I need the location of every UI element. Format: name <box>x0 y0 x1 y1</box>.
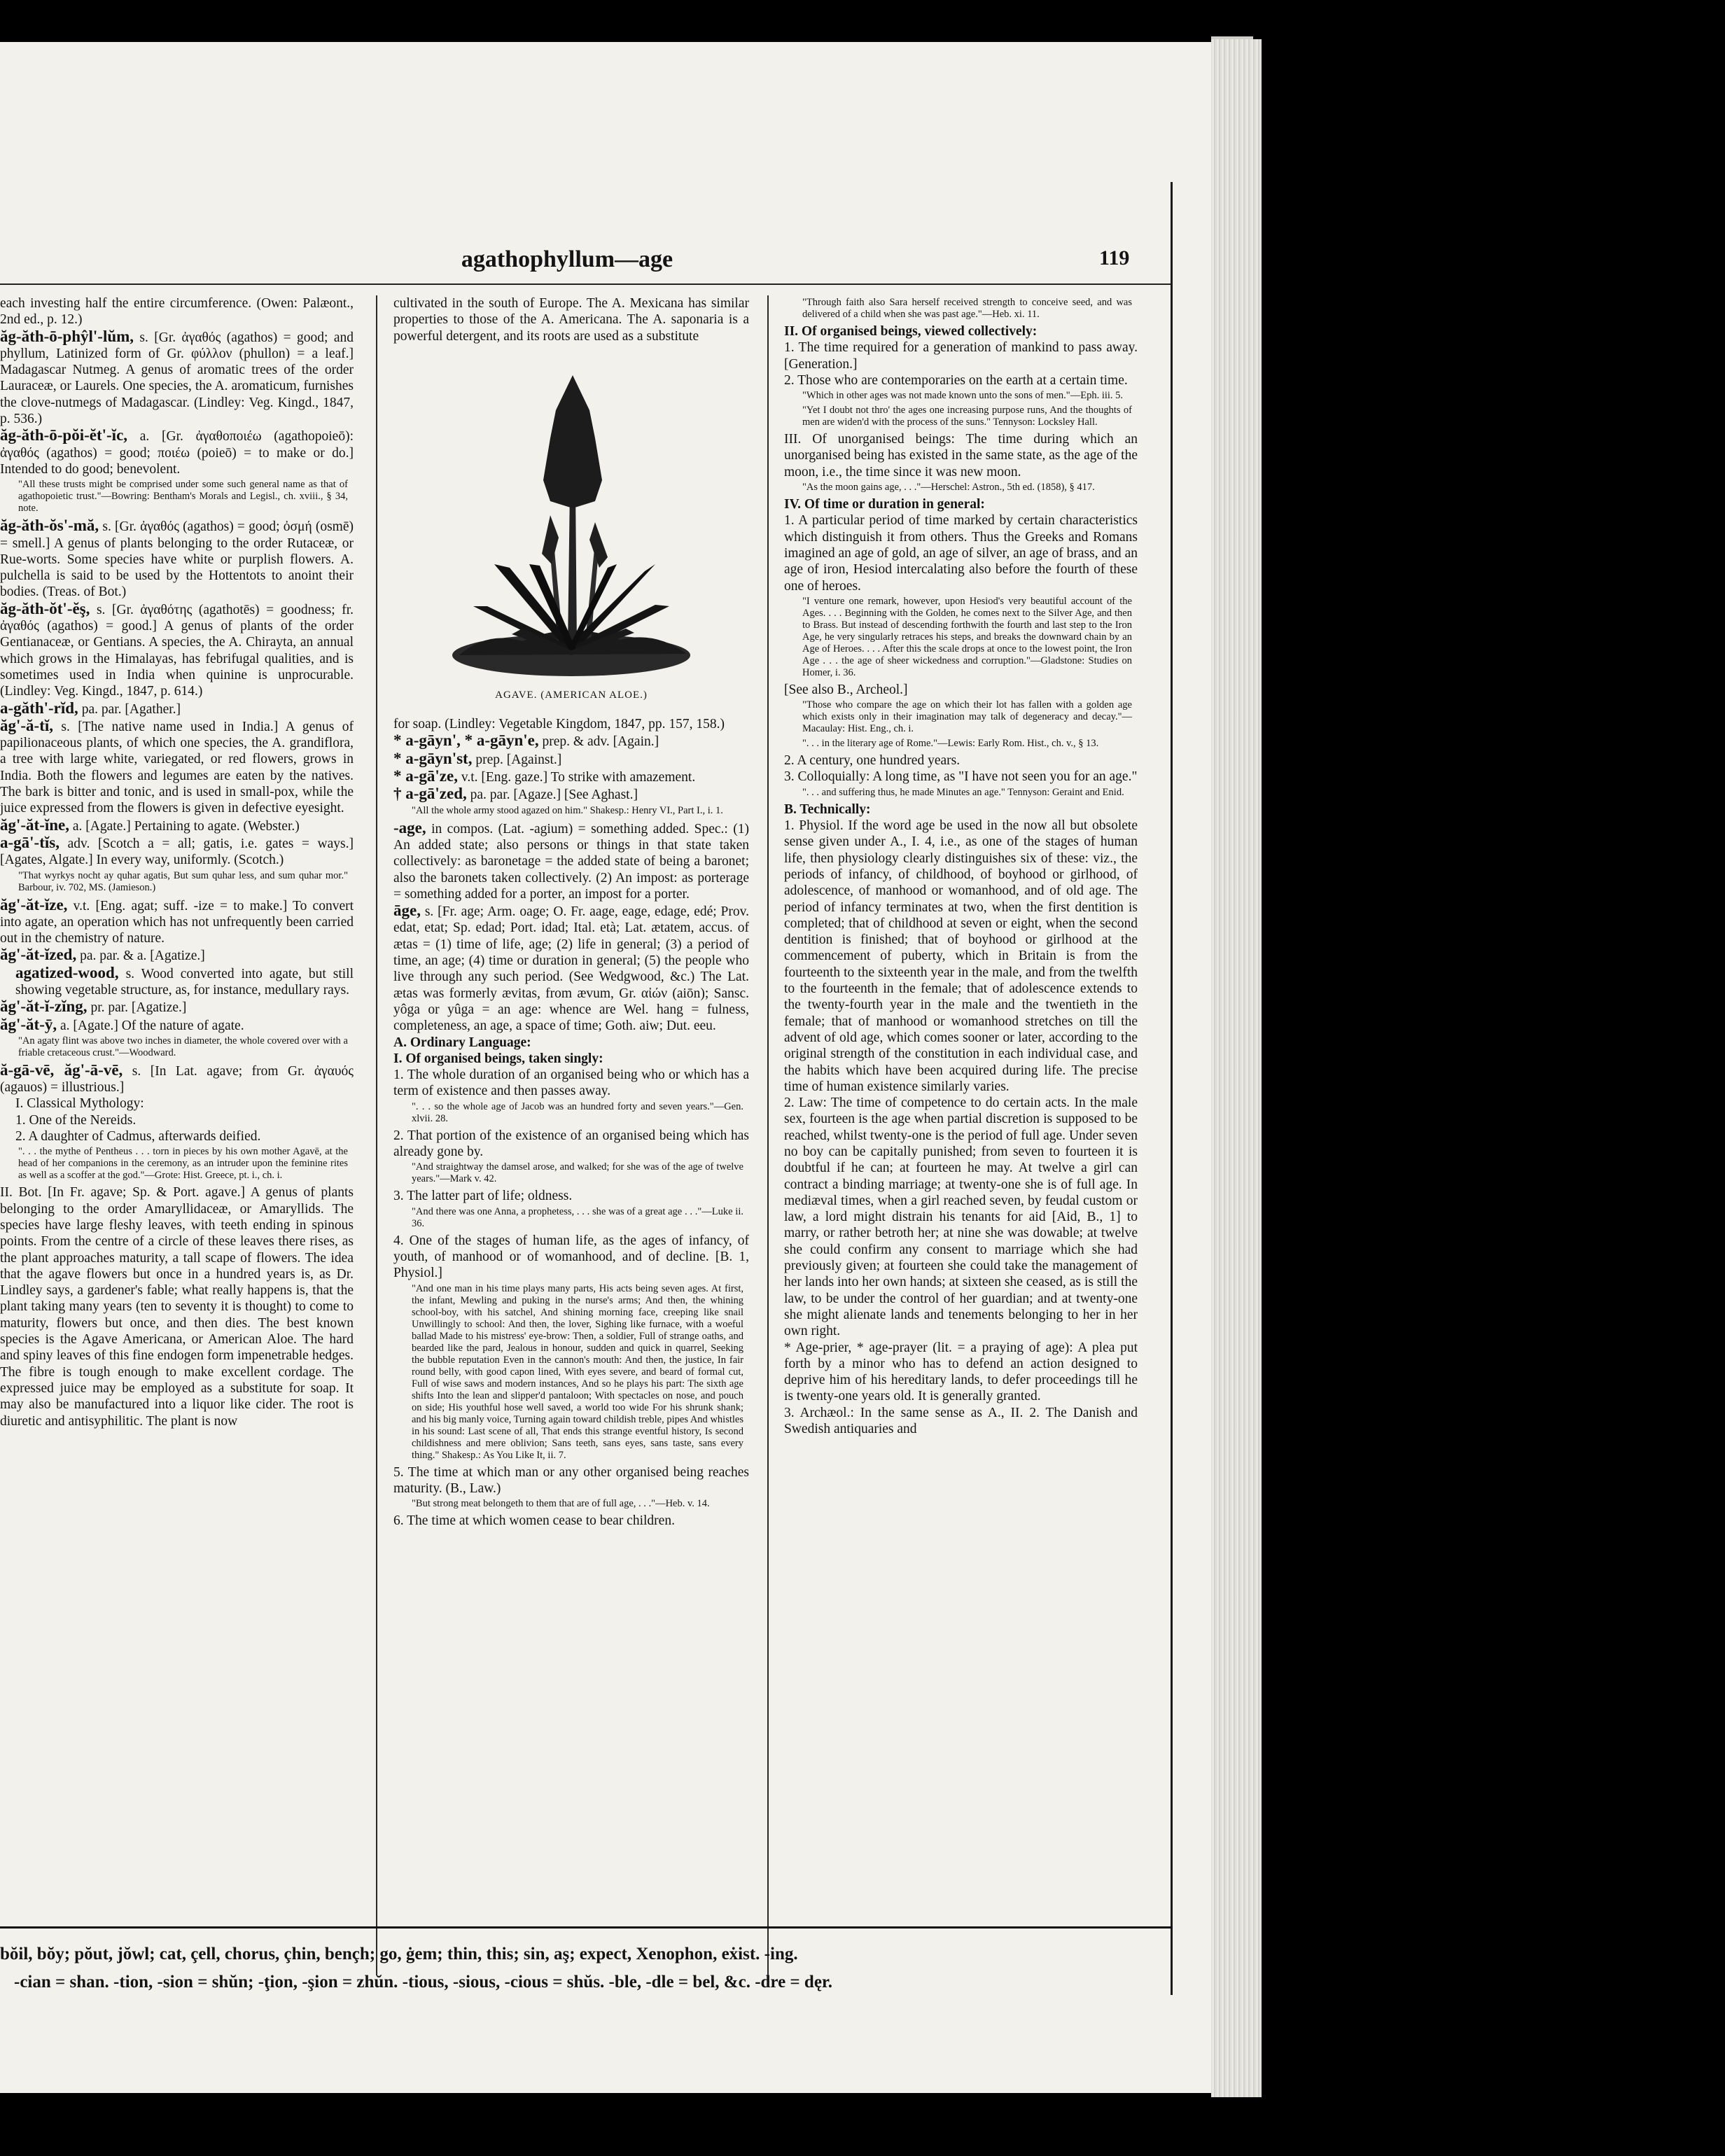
agave-illustration <box>445 354 697 683</box>
page-edges <box>1211 39 1262 2097</box>
definition: v.t. [Eng. gaze.] To strike with amazement. <box>461 770 696 785</box>
definition: s. [Gr. ἀγαθός (agathos) = good; ὀσμή (osmē) = smell.] A genus of plants belonging to the order Rutaceæ, or Rue-worts. Some species have white or purplish flowers. A. pulchella is said to be used by the Hottentots to anoint their bodies. (Treas. of Bot.) <box>0 519 354 600</box>
dictionary-entry <box>0 718 354 817</box>
headword: * a-gāyn', * a-gāyn'e, <box>393 732 539 750</box>
definition: pa. par. [Agather.] <box>81 701 181 717</box>
dictionary-entry <box>393 732 749 750</box>
quotation: "An agaty flint was above two inches in diameter, the whole covered over with a friable cretaceous crust."—Woodward. <box>18 1035 348 1058</box>
quotation: "All these trusts might be comprised under some such general name as that of agathopoietic trust."—Bowring: Bentham's Morals and Legisl., ch. xviii., § 34, note. <box>18 479 348 514</box>
section-heading <box>784 802 1138 818</box>
definition: II. Of organised beings, viewed collectively: <box>784 324 1038 339</box>
headword: * a-gāyn'st, <box>393 749 473 767</box>
entry-text <box>784 769 1138 785</box>
headword: ăg-ăth-ō-phŷl'-lŭm, <box>0 327 134 345</box>
definition: 3. Archæol.: In the same sense as A., II. 2. The Danish and Swedish antiquaries and <box>784 1405 1138 1437</box>
entry-text <box>393 1188 749 1204</box>
header-rule <box>0 284 1173 285</box>
definition: 1. The whole duration of an organised being who or which has a term of existence and then passes away. <box>393 1068 749 1099</box>
column-2 <box>393 295 749 1529</box>
headword: ăg-ăth-ō-pŏi-ĕt'-ĭc, <box>0 426 128 444</box>
quotation: ". . . and suffering thus, he made Minutes an age." Tennyson: Geraint and Enid. <box>802 786 1124 798</box>
quotation: "As the moon gains age, . . ."—Herschel: Astron., 5th ed. (1858), § 417. <box>802 482 1095 493</box>
definition: prep. & adv. [Again.] <box>542 734 659 750</box>
headword: ăg'-ăt-ĭ-zĭng, <box>0 997 88 1016</box>
dictionary-entry <box>393 750 749 768</box>
definition: s. [In Lat. agave; from Gr. ἀγαυός (agauos) = illustrious.] <box>0 1063 354 1096</box>
dictionary-entry <box>0 700 354 718</box>
definition: 2. A century, one hundred years. <box>784 753 961 769</box>
definition: 2. Those who are contemporaries on the earth at a certain time. <box>784 372 1128 388</box>
definition: A. Ordinary Language: <box>393 1035 531 1050</box>
entry-text <box>784 431 1138 480</box>
definition: 4. One of the stages of human life, as the ages of infancy, of youth, of manhood or of womanhood, and of decline. [B. 1, Physiol.] <box>393 1233 749 1281</box>
headword: ăg'-ă-tĭ, <box>0 716 54 734</box>
entry-text <box>0 295 354 328</box>
definition: s. Wood converted into agate, but still showing vegetable structure, as, for instance, medullary rays. <box>15 966 354 997</box>
footer-rule <box>0 1926 1173 1928</box>
page-number: 119 <box>1099 246 1130 270</box>
headword: ăg-ăth-ŏt'-ĕş, <box>0 599 90 617</box>
dictionary-entry <box>0 427 354 477</box>
entry-text <box>0 1096 354 1112</box>
quotation: "That wyrkys nocht ay quhar agatis, But sum quhar less, and sum quhar mor." Barbour, iv. 702, MS. (Jamieson.) <box>18 869 348 893</box>
definition: 3. The latter part of life; oldness. <box>393 1189 573 1204</box>
entry-text <box>784 682 1138 698</box>
definition: a. [Agate.] Of the nature of agate. <box>60 1018 244 1033</box>
entry-text <box>393 1464 749 1497</box>
entry-text <box>784 372 1138 388</box>
dictionary-entry <box>0 897 354 947</box>
headword: agatized-wood, <box>15 963 119 981</box>
quotation: "Yet I doubt not thro' the ages one increasing purpose runs, And the thoughts of men are widen'd with the process of the suns." Tennyson: Locksley Hall. <box>802 405 1132 428</box>
dictionary-entry <box>0 965 354 999</box>
headword: † a-gā'zed, <box>393 785 467 803</box>
definition: 3. Colloquially: A long time, as "I have not seen you for an age." <box>784 769 1138 785</box>
dictionary-entry <box>0 1016 354 1034</box>
headword: a-gā'-tĭs, <box>0 833 60 851</box>
dictionary-entry <box>0 517 354 600</box>
definition: a. [Agate.] Pertaining to agate. (Webster.) <box>72 818 300 834</box>
entry-text <box>784 1095 1138 1339</box>
dictionary-entry <box>393 768 749 785</box>
illustration-caption: AGAVE. (AMERICAN ALOE.) <box>495 689 648 701</box>
section-heading <box>393 1035 749 1051</box>
dictionary-entry <box>393 820 749 902</box>
dictionary-entry <box>0 601 354 700</box>
definition: v.t. [Eng. agat; suff. -ize = to make.] To convert into agate, an operation which has not unfrequently been carried out in the chemistry of nature. <box>0 898 354 946</box>
pronunciation-key-line: bŏil, bŏy; pŏut, jŏwl; cat, çell, chorus, çhin, bençh; go, ġem; thin, this; sin, aş; expect, Xenophon, eẋist. -ing. <box>0 1945 798 1963</box>
definition: * Age-prier, * age-prayer (lit. = a praying of age): A plea put forth by a minor who has to defend an action designed to deprive him of his hereditary lands, to defer proceedings till he is twenty-one years old. It is generally granted. <box>784 1340 1138 1404</box>
definition: 1. Physiol. If the word age be used in the now all but obsolete sense given under A., I. 4, i.e., as one of the stages of human life, then physiology clearly distinguishes six of these: viz., the periods of infancy, of childhood, of boyhood or girlhood, of adolescence, of manhood or womanhood, and of old age. The period of infancy terminates at two, when the first dentition is completed; that of childhood at seven or eight, when the second dentition is finished; that of boyhood or girlhood at the commencement of puberty, which in Britain is from the fourteenth to the sixteenth year in the male, and from the twelfth to the fourteenth in the female; that of adolescence extends to the twenty-fourth year in the male and the twentieth in the female; that of manhood or womanhood stretches on till the advent of old age, which comes sooner or later, according to the original strength of the constitution in each individual case, and the habits which have been acquired during life. The precise time of human existence similarly varies. <box>784 818 1138 1094</box>
definition: I. Classical Mythology: <box>15 1096 144 1112</box>
entry-text: cultivated in the south of Europe. The A. Mexicana has similar properties to those of the A. Americana. The A. saponaria is a powerful detergent, and its roots are used as a substitute <box>393 296 749 344</box>
headword: ăg'-ăt-ĭze, <box>0 895 68 913</box>
headword: ăg'-ăt-ĭzed, <box>0 946 77 964</box>
entry-text <box>393 1128 749 1161</box>
quotation: "And there was one Anna, a prophetess, . . . she was of a great age . . ."—Luke ii. 36. <box>412 1205 743 1229</box>
definition: s. [The native name used in India.] A genus of papilionaceous plants, of which one species, the A. grandiflora, a tree with large white, variegated, or red flowers, grows in India. Both the flowers and legumes are eaten by the natives. The bark is bitter and tonic, and is used in small-pox, while the juice expressed from the flowers is given in defective eyesight. <box>0 719 354 816</box>
quotation: "Those who compare the age on which their lot has fallen with a golden age which exists only in their imagination may talk of degeneracy and decay."—Macaulay: Hist. Eng., ch. i. <box>802 699 1132 735</box>
section-heading <box>393 1051 749 1067</box>
section-heading <box>784 496 1138 512</box>
quotation: ". . . in the literary age of Rome."—Lewis: Early Rom. Hist., ch. v., § 13. <box>802 738 1099 750</box>
definition: pr. par. [Agatize.] <box>90 1000 187 1016</box>
definition: III. Of unorganised beings: The time during which an unorganised being has existed in the same state, as the age of the moon, i.e., the time since it was new moon. <box>784 432 1138 479</box>
definition: s. [Gr. ἀγαθός (agathos) = good; and phyllum, Latinized form of Gr. φύλλον (phullon) = a leaf.] Madagascar Nutmeg. A genus of aromatic trees of the order Lauraceæ, or Laurels. One species, the A. aromaticum, furnishes the clove-nutmegs of Madagascar. (Lindley: Veg. Kingd., 1847, p. 536.) <box>0 330 354 427</box>
definition: each investing half the entire circumference. (Owen: Palæont., 2nd ed., p. 12.) <box>0 296 354 328</box>
definition: [See also B., Archeol.] <box>784 682 908 697</box>
definition: 1. The time required for a generation of mankind to pass away. [Generation.] <box>784 340 1138 372</box>
headword: āge, <box>393 902 421 920</box>
definition: in compos. (Lat. -agium) = something added. Spec.: (1) An added state; also persons or things in that state taken collectively: as baronetage = the added state of being a baronet; also the baronets taken collectively. (2) An impost: as porterage = something added for a porter, an impost for a porter. <box>393 821 750 902</box>
running-head: agathophyllum—age <box>461 246 673 272</box>
headword: ăg'-ăt-ĭne, <box>0 816 70 834</box>
definition: pa. par. [Agaze.] [See Aghast.] <box>470 788 638 803</box>
dictionary-entry <box>0 946 354 964</box>
agave-plant-image <box>445 354 697 683</box>
entry-text <box>784 1405 1138 1438</box>
column-divider <box>767 295 769 1975</box>
definition: 1. One of the Nereids. <box>15 1112 137 1128</box>
quotation: "Which in other ages was not made known unto the sons of men."—Eph. iii. 5. <box>802 390 1124 402</box>
entry-text <box>393 1067 749 1100</box>
definition: I. Of organised beings, taken singly: <box>393 1051 603 1066</box>
quotation: "And one man in his time plays many parts, His acts being seven ages. At first, the infant, Mewling and puking in the nurse's arms; And then, the whining school-boy, with his satchel, And shining morning face, creeping like snail Unwillingly to school: And then, the lover, Sighing like furnace, with a woeful ballad Made to his mistress' eye-brow: Then, a soldier, Full of strange oaths, and bearded like the pard, Jealous in honour, sudden and quick in quarrel, Seeking the bubble reputation Even in the cannon's mouth: And then, the justice, In fair round belly, with good capon lined, With eyes severe, and beard of formal cut, Full of wise saws and modern instances, And so he plays his part: The sixth age shifts Into the lean and slipper'd pantaloon; With spectacles on nose, and pouch on side; His youthful hose well saved, a world too wide For his shrunk shank; and his big manly voice, Turning again toward childish treble, pipes And whistles in his sound: Last scene of all, That ends this strange eventful history, Is second childishness and mere oblivion; Sans teeth, sans eyes, sans taste, sans every thing." Shakesp.: As You Like It, ii. 7. <box>412 1282 743 1461</box>
column-divider <box>376 295 377 1975</box>
dictionary-entry <box>0 328 354 428</box>
pronunciation-key-line: -cian = shan. -tion, -sion = shŭn; -ţion, -şion = zhŭn. -tious, -sious, -cious = shŭs. -ble, -dle = bel, &c. -dre = dęr. <box>14 1973 832 1991</box>
definition: 2. A daughter of Cadmus, afterwards deified. <box>15 1129 261 1144</box>
quotation: "Through faith also Sara herself received strength to conceive seed, and was delivered of a child when she was past age."—Heb. xi. 11. <box>802 297 1132 320</box>
dictionary-entry <box>0 817 354 834</box>
definition: for soap. (Lindley: Vegetable Kingdom, 1847, pp. 157, 158.) <box>393 717 725 732</box>
dictionary-entry <box>0 998 354 1016</box>
entry-text <box>784 818 1138 1095</box>
entry-text <box>393 716 749 732</box>
definition: 6. The time at which women cease to bear children. <box>393 1513 675 1529</box>
definition: 1. A particular period of time marked by certain characteristics which distinguish it from others. Thus the Greeks and Romans imagined an age of gold, an age of silver, an age of brass, and an age of iron, Hesiod intercalating also before the fourth of these one of heroes. <box>784 513 1138 594</box>
definition: a. [Gr. ἀγαθοποιέω (agathopoieō): ἀγαθός (agathos) = good; ποιέω (poieō) = to make or do.] Intended to do good; benevolent. <box>0 429 354 477</box>
headword: * a-gā'ze, <box>393 767 458 785</box>
definition: prep. [Against.] <box>475 752 562 767</box>
dictionary-entry <box>0 1062 354 1096</box>
section-heading <box>784 323 1138 340</box>
dictionary-entry <box>393 785 749 803</box>
quotation: ". . . so the whole age of Jacob was an hundred forty and seven years."—Gen. xlvii. 28. <box>412 1100 743 1124</box>
definition: 5. The time at which man or any other organised being reaches maturity. (B., Law.) <box>393 1464 749 1496</box>
entry-text <box>784 340 1138 372</box>
column-3 <box>784 295 1138 1437</box>
headword: ă-gā-vē, ăg'-ā-vē, <box>0 1060 123 1079</box>
pronunciation-key <box>0 1940 1173 1996</box>
quotation: "But strong meat belongeth to them that are of full age, . . ."—Heb. v. 14. <box>412 1498 710 1510</box>
entry-text <box>784 512 1138 594</box>
headword: a-găth'-rĭd, <box>0 699 78 717</box>
definition: B. Technically: <box>784 802 871 817</box>
entry-text <box>0 1112 354 1128</box>
entry-text <box>393 1233 749 1282</box>
definition: 2. Law: The time of competence to do certain acts. In the male sex, fourteen is the age when partial discretion is supposed to be reached, whilst twenty-one is the period of full age. Under seven no boy can be capitally punished; from seven to fourteen it is doubtful if he can; at fourteen he may. At twelve a girl can contract a binding marriage; at twenty-one she is of full age. In mediæval times, when a girl reached seven, by feudal custom or law, a lord might distrain his tenants for aid [Aid, B., 1] to marry, or rather betroth her; at nine she was dowable; at twelve she could confirm any consent to marriage which she had previously given; at fourteen she could take the management of her lands into her own hands; at sixteen she ceased, as is still the law, to be under the control of her guardian; and at twenty-one she might alienate lands and tenements belonging to her in her own right. <box>784 1096 1138 1339</box>
entry-text <box>0 1184 354 1429</box>
entry-text <box>784 752 1138 769</box>
headword: ăg-ăth-ŏs'-mă, <box>0 517 99 535</box>
headword: ăg'-ăt-ȳ, <box>0 1015 57 1033</box>
quotation: "All the whole army stood agazed on him." Shakesp.: Henry VI., Part I., i. 1. <box>412 804 723 816</box>
right-margin-rule <box>1171 182 1173 1995</box>
column-1 <box>0 295 354 1429</box>
quotation: ". . . the mythe of Pentheus . . . torn in pieces by his own mother Agavē, at the head of her companions in the ceremony, as an intruder upon the feminine rites as well as a scoffer at the god."—Grote: Hist. Greece, pt. i., ch. i. <box>18 1146 348 1182</box>
column-2-entries <box>393 716 749 1529</box>
dictionary-entry <box>0 834 354 869</box>
dictionary-entry <box>393 902 749 1034</box>
quotation: "I venture one remark, however, upon Hesiod's very beautiful account of the Ages. . . . Beginning with the Golden, he comes next to the Silver Age, and then to Brass. But instead of descending forthwith the fourth and last step to the Iron Age, he very singularly retraces his steps, and breaks the downward chain by an Age of Heroes. . . . After this the scale drops at once to the lowest point, the Iron Age . . . the age of sheer wickedness and corruption."—Gladstone: Studies on Homer, i. 36. <box>802 595 1132 678</box>
dictionary-page <box>0 42 1211 2093</box>
definition: IV. Of time or duration in general: <box>784 497 985 512</box>
definition: pa. par. & a. [Agatize.] <box>80 948 205 964</box>
entry-text <box>393 1513 749 1529</box>
definition: 2. That portion of the existence of an organised being which has already gone by. <box>393 1128 749 1160</box>
definition: adv. [Scotch a = all; gatis, i.e. gates = ways.] [Agates, Algate.] In every way, uniformly. (Scotch.) <box>0 836 354 868</box>
entry-text <box>0 1128 354 1144</box>
headword: -age, <box>393 818 426 836</box>
quotation: "And straightway the damsel arose, and walked; for she was of the age of twelve years."—Mark v. 42. <box>412 1161 743 1185</box>
definition: s. [Fr. age; Arm. oage; O. Fr. aage, eage, edage, edé; Prov. edat, etat; Sp. edad; Port. idad; Ital. età; Lat. ætatem, accus. of ætas = (1) time of life, age; (2) life in general; (3) a period of time, an age; (4) time or duration in general; (5) the people who live through any such period. (See Wedgwood, &c.) The Lat. ætas was formerly ævitas, from ævum, Gr. αἰών (aiōn); Sansc. yôga or yûga = an age: whence are Wel. hang = fulness, completeness, an age, a space of time; Goth. aiw; Dut. eeu. <box>393 904 750 1034</box>
definition: s. [Gr. ἀγαθότης (agathotēs) = goodness; fr. ἀγαθός (agathos) = good.] A genus of plants of the order Gentianaceæ, or Gentians. A species, the A. Chirayta, an annual which grows in the Himalayas, has febrifugal qualities, and is sometimes used in India when quinine is unprocurable. (Lindley: Veg. Kingd., 1847, p. 614.) <box>0 602 354 699</box>
entry-text <box>784 1340 1138 1405</box>
definition: II. Bot. [In Fr. agave; Sp. & Port. agave.] A genus of plants belonging to the order Amaryllidaceæ, or Amaryllids. The species have large fleshy leaves, with teeth ending in spinous points. From the centre of a circle of these leaves there rises, as the plant approaches maturity, a tall scape of flowers. The idea that the agave flowers but once in a hundred years is, as Dr. Lindley says, a gardener's fable; what really happens is, that the plant taking many years (ten to seventy it is thought) to come to maturity, flowers but once, and then dies. The best known species is the Agave Americana, or American Aloe. The hard and spiny leaves of this fine endogen form impenetrable hedges. The fibre is tough enough to make excellent cordage. The expressed juice may be employed as a substitute for soap. It may also be manufactured into a liquor like cider. The root is diuretic and antisyphilitic. The plant is now <box>0 1185 354 1429</box>
